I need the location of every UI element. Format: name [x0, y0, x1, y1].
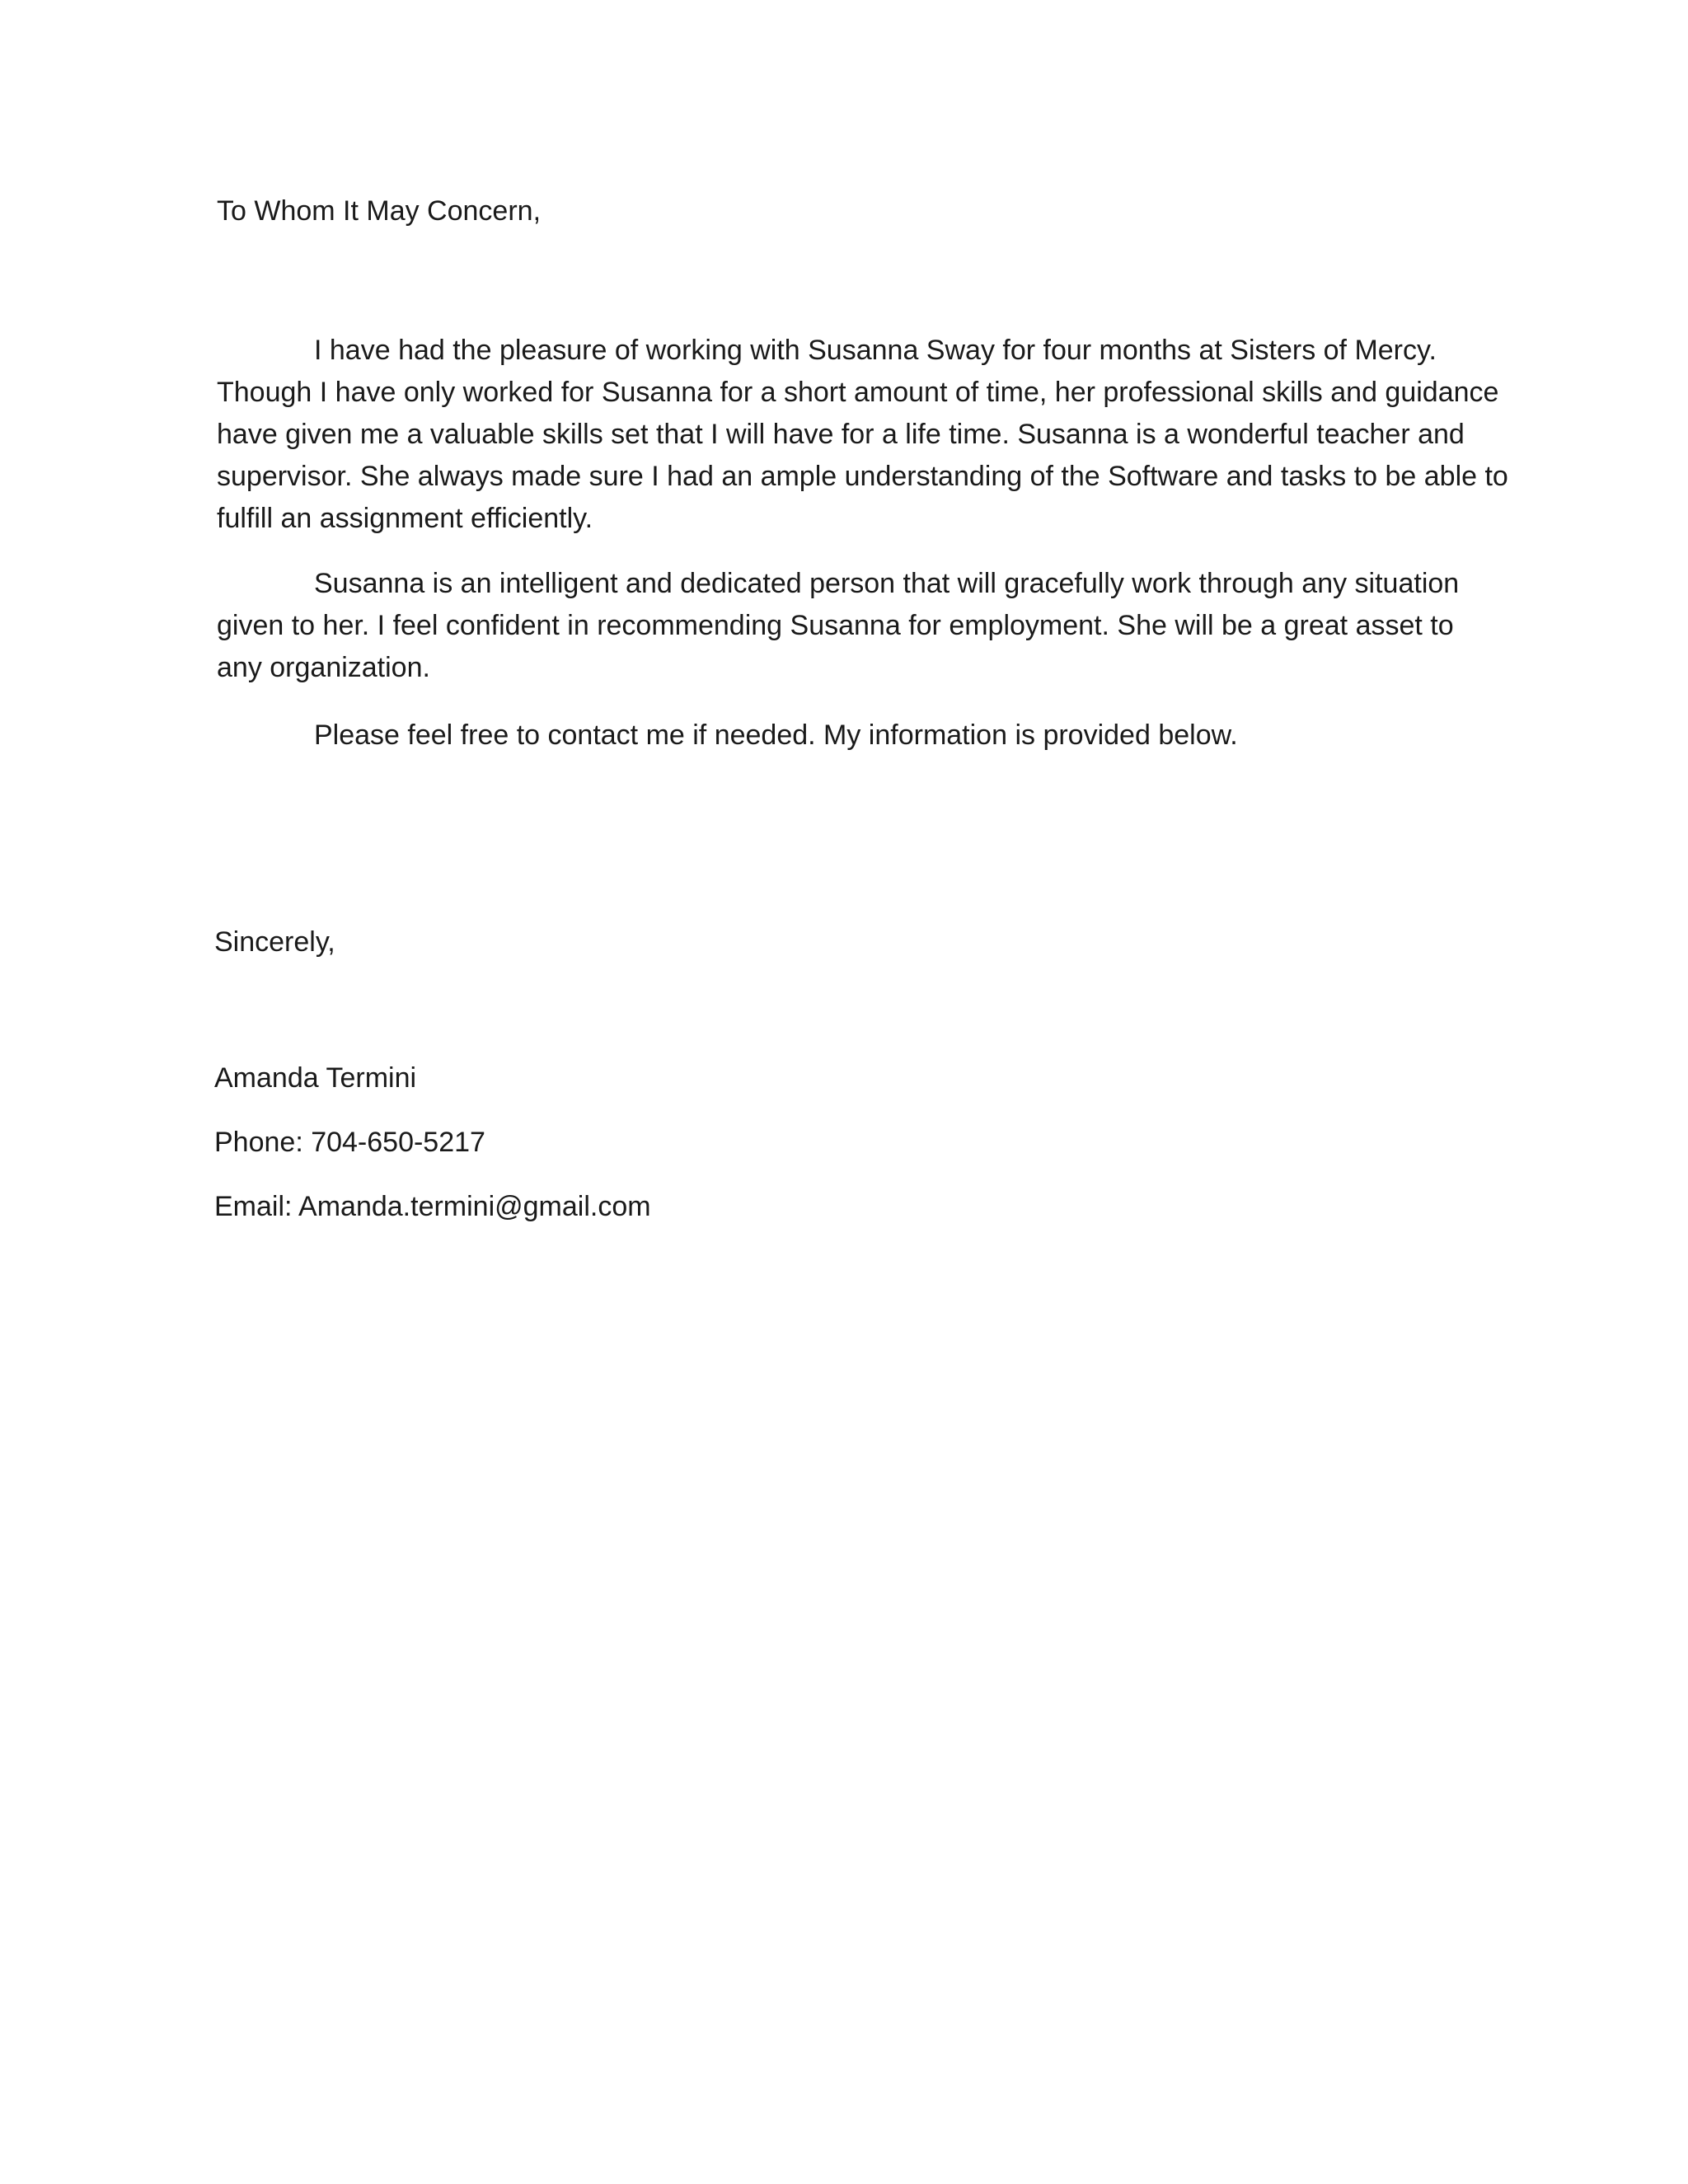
paragraph-line: I have had the pleasure of working with Susanna Sway for four months at Sisters of Mercy. [314, 335, 1437, 366]
paragraph-1 [217, 330, 1508, 540]
paragraph-line: Please feel free to contact me if needed. My information is provided below. [314, 719, 1238, 751]
contact-phone: Phone: 704-650-5217 [214, 1127, 485, 1158]
paragraph-line: Susanna is an intelligent and dedicated person that will gracefully work through any situation [314, 568, 1460, 599]
paragraph-line: Though I have only worked for Susanna for a short amount of time, her professional skills and guidance [217, 377, 1499, 408]
closing: Sincerely, [214, 926, 335, 958]
paragraph-3 [217, 715, 1478, 757]
paragraph-2 [217, 563, 1478, 689]
signer-name: Amanda Termini [214, 1062, 417, 1094]
paragraph-line: given to her. I feel confident in recommending Susanna for employment. She will be a great asset to [217, 610, 1454, 641]
paragraph-line: any organization. [217, 652, 430, 683]
paragraph-line: fulfill an assignment efficiently. [217, 503, 593, 534]
paragraph-line: supervisor. She always made sure I had an ample understanding of the Software and tasks to be able to [217, 461, 1508, 492]
paragraph-line: have given me a valuable skills set that I will have for a life time. Susanna is a wonderful teacher and [217, 419, 1465, 450]
contact-email: Email: Amanda.termini@gmail.com [214, 1191, 651, 1222]
salutation: To Whom It May Concern, [217, 195, 542, 227]
